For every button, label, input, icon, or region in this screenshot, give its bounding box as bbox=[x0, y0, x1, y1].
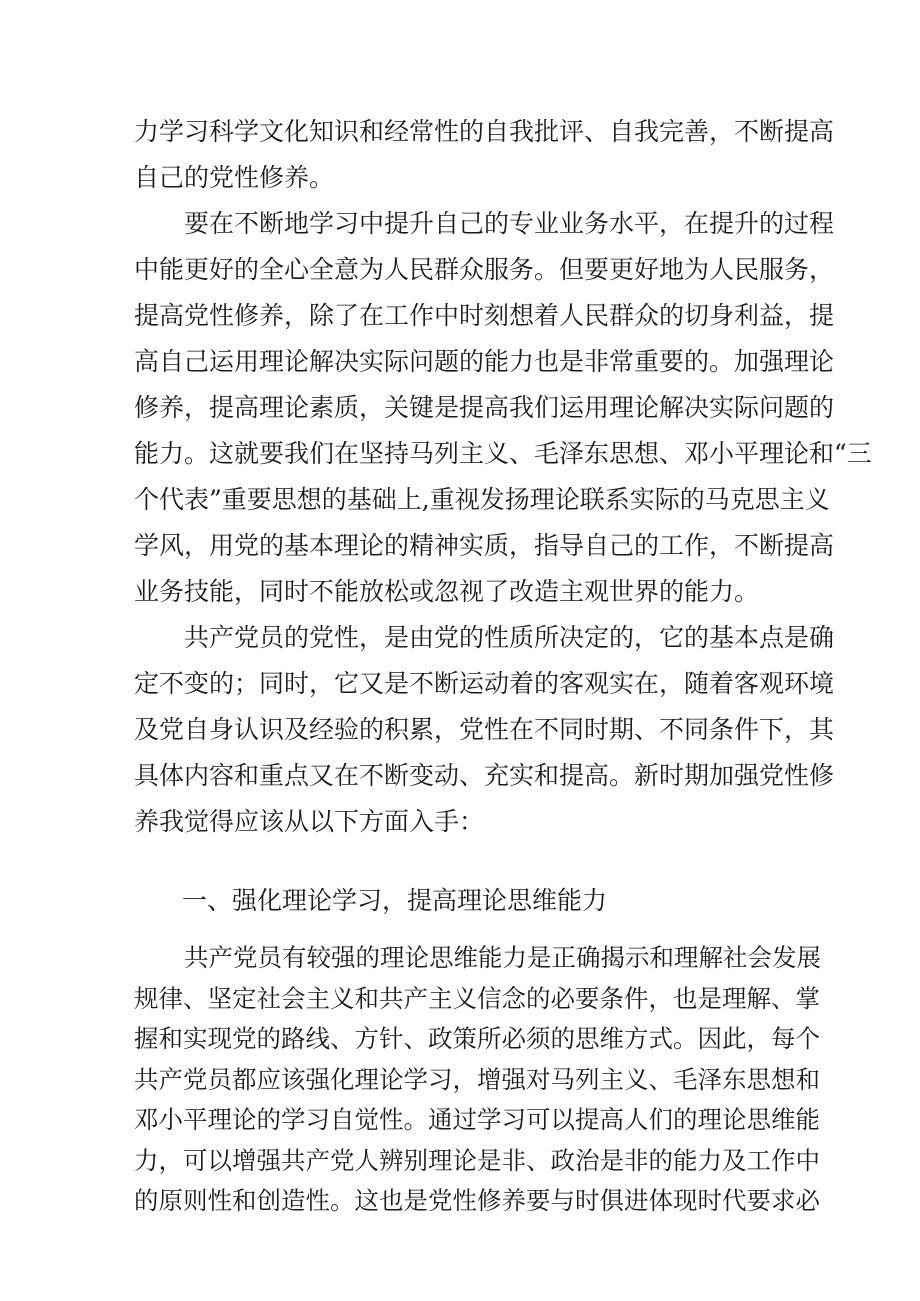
text-line: 定不变的；同时，它又是不断运动着的客观实在，随着客观环境 bbox=[134, 669, 835, 698]
text-line: 个代表”重要思想的基础上,重视发扬理论联系实际的马克思主义 bbox=[134, 485, 830, 514]
paragraph-theory-thinking bbox=[134, 938, 821, 1222]
text-line: 中能更好的全心全意为人民群众服务。但要更好地为人民服务， bbox=[134, 255, 835, 284]
text-line: 高自己运用理论解决实际问题的能力也是非常重要的。加强理论 bbox=[134, 347, 835, 376]
text-line: 握和实现党的路线、方针、政策所必须的思维方式。因此，每个 bbox=[134, 1024, 820, 1053]
text-line: 力学习科学文化知识和经常性的自我批评、自我完善，不断提高 bbox=[134, 117, 835, 146]
text-line: 自己的党性修养。 bbox=[134, 163, 335, 192]
text-line: 提高党性修养，除了在工作中时刻想着人民群众的切身利益，提 bbox=[134, 301, 835, 330]
text-line: 共产党员的党性，是由党的性质所决定的，它的基本点是确 bbox=[184, 623, 835, 652]
text-line: 业务技能，同时不能放松或忽视了改造主观世界的能力。 bbox=[134, 577, 760, 606]
text-line: 力，可以增强共产党人辨别理论是非、政治是非的能力及工作中 bbox=[134, 1145, 820, 1175]
text-line: 及党自身认识及经验的积累，党性在不同时期、不同条件下，其 bbox=[134, 715, 835, 744]
paragraph-professional-skills bbox=[134, 201, 872, 615]
text-line: 邓小平理论的学习自觉性。通过学习可以提高人们的理论思维能 bbox=[134, 1105, 820, 1134]
text-line: 的原则性和创造性。这也是党性修养要与时俱进体现时代要求必 bbox=[134, 1186, 820, 1215]
text-line: 修养，提高理论素质，关键是提高我们运用理论解决实际问题的 bbox=[134, 393, 835, 422]
text-line: 具体内容和重点又在不断变动、充实和提高。新时期加强党性修 bbox=[134, 761, 835, 790]
text-line: 共产党员有较强的理论思维能力是正确揭示和理解社会发展 bbox=[184, 943, 821, 972]
paragraph-continuation bbox=[134, 109, 835, 201]
paragraph-party-nature bbox=[134, 615, 835, 845]
text-line: 共产党员都应该强化理论学习，增强对马列主义、毛泽东思想和 bbox=[134, 1064, 820, 1094]
section-heading: 一、强化理论学习，提高理论思维能力 bbox=[182, 886, 608, 915]
text-line: 养我觉得应该从以下方面入手： bbox=[134, 807, 485, 836]
text-line: 学风，用党的基本理论的精神实质，指导自己的工作，不断提高 bbox=[134, 531, 835, 560]
text-line: 能力。这就要我们在坚持马列主义、毛泽东思想、邓小平理论和“三 bbox=[134, 439, 872, 468]
text-line: 规律、坚定社会主义和共产主义信念的必要条件，也是理解、掌 bbox=[134, 983, 820, 1013]
text-line: 要在不断地学习中提升自己的专业业务水平，在提升的过程 bbox=[184, 209, 835, 238]
